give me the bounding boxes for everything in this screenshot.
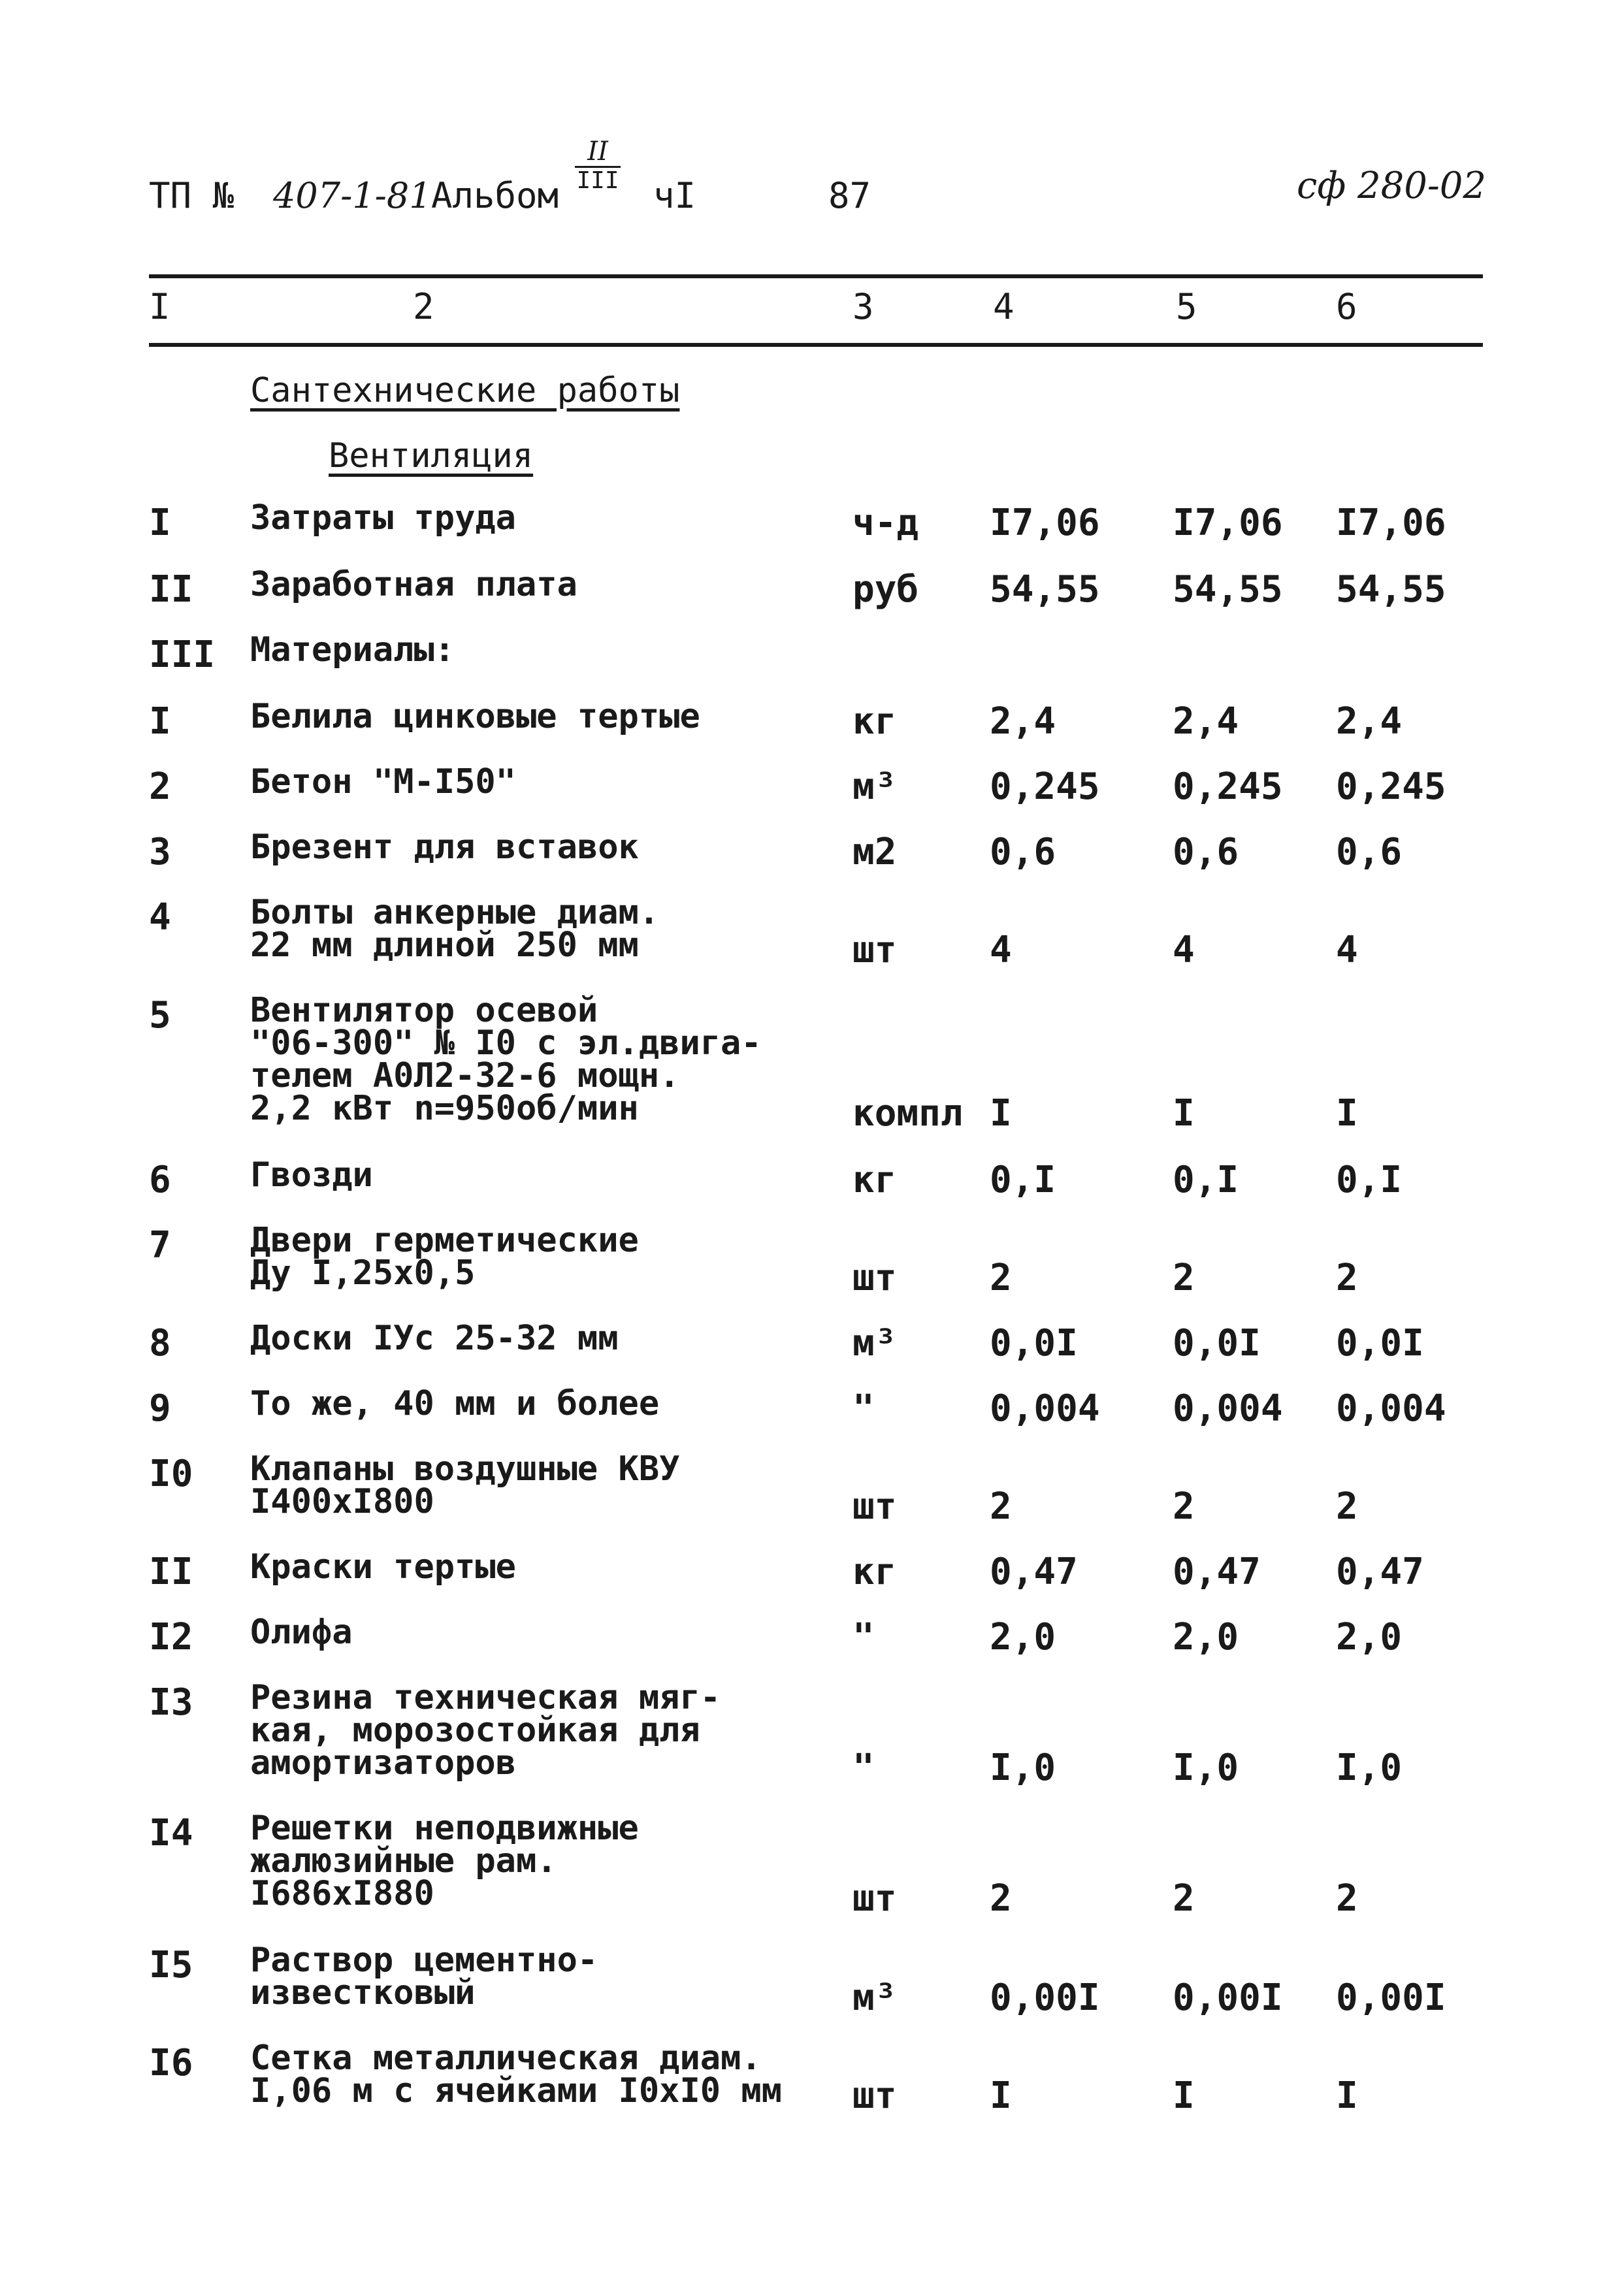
table-row: [0, 1319, 1624, 1365]
table-row: [0, 828, 1624, 873]
row-value-5: 0,00I: [1173, 1977, 1283, 2019]
row-number: III: [149, 634, 216, 676]
row-value-4: 0,47: [990, 1551, 1078, 1593]
table-row: [0, 1155, 1624, 1201]
album-number-bottom: III: [576, 167, 619, 194]
row-value-5: 54,55: [1173, 568, 1283, 611]
album-number: [575, 137, 621, 194]
row-unit: м2: [853, 831, 897, 873]
row-number: 3: [149, 831, 171, 873]
row-number: 5: [149, 994, 171, 1037]
row-unit: шт: [853, 929, 897, 971]
row-description: [250, 1809, 639, 1913]
row-unit: шт: [853, 1485, 897, 1528]
row-description: [250, 893, 660, 965]
row-value-5: I7,06: [1173, 502, 1283, 544]
top-rule: [149, 274, 1483, 278]
row-value-5: I: [1173, 2075, 1195, 2117]
row-description: [250, 762, 516, 801]
row-value-5: 2,0: [1173, 1616, 1239, 1658]
description-line: Резина техническая мяг-: [250, 1678, 721, 1717]
table-row: [0, 1809, 1624, 1920]
row-value-4: 2: [990, 1257, 1012, 1299]
description-line: Решетки неподвижные: [250, 1809, 639, 1848]
row-description: [250, 1384, 660, 1423]
row-value-6: 2: [1336, 1877, 1358, 1920]
row-description: [250, 1221, 639, 1293]
row-description: [250, 2039, 782, 2110]
row-value-6: 2,4: [1336, 700, 1403, 743]
row-value-4: I,0: [990, 1747, 1056, 1789]
document-code: сф 280-02: [1297, 165, 1487, 207]
column-header-5: 5: [1176, 286, 1197, 327]
description-line: известковый: [250, 1973, 476, 2012]
row-number: I0: [149, 1453, 193, 1495]
column-header-3: 3: [853, 286, 874, 327]
row-value-4: 2: [990, 1877, 1012, 1920]
row-value-5: 4: [1173, 929, 1195, 971]
description-line: Заработная плата: [250, 565, 577, 604]
row-value-5: 2: [1173, 1877, 1195, 1920]
row-number: I: [149, 502, 171, 544]
row-value-6: I: [1336, 1092, 1358, 1135]
row-description: [250, 565, 577, 604]
row-number: I4: [149, 1812, 193, 1854]
column-header-1: I: [149, 286, 171, 327]
description-line: амортизаторов: [250, 1743, 516, 1783]
description-line: кая, морозостойкая для: [250, 1711, 700, 1750]
description-line: I686хI880: [250, 1874, 434, 1913]
row-value-4: I: [990, 1092, 1012, 1135]
table-row: [0, 893, 1624, 971]
row-value-4: 54,55: [990, 568, 1100, 611]
tp-prefix: ТП №: [149, 175, 235, 216]
description-line: Доски IУс 25-32 мм: [250, 1319, 619, 1358]
column-header-2: 2: [413, 286, 434, 327]
page-number: 87: [828, 175, 871, 216]
description-line: Бетон "М-I50": [250, 762, 516, 801]
row-value-5: I,0: [1173, 1747, 1239, 1789]
table-row: [0, 1384, 1624, 1430]
row-value-6: 2,0: [1336, 1616, 1403, 1658]
row-unit: ": [853, 1747, 875, 1789]
table-row: [0, 697, 1624, 743]
table-row: [0, 630, 1624, 676]
part-label: чI: [653, 175, 696, 216]
description-line: Белила цинковые тертые: [250, 697, 700, 736]
row-value-5: 0,004: [1173, 1387, 1283, 1430]
row-description: [250, 1319, 619, 1358]
table-row: [0, 1941, 1624, 2019]
row-description: [250, 1613, 353, 1652]
table-row: [0, 1613, 1624, 1658]
description-line: Раствор цементно-: [250, 1941, 598, 1980]
description-line: Вентилятор осевой: [250, 991, 598, 1030]
row-description: [250, 828, 639, 867]
row-number: II: [149, 568, 193, 611]
description-line: Двери герметические: [250, 1221, 639, 1260]
row-value-5: 0,47: [1173, 1551, 1261, 1593]
description-line: I400хI800: [250, 1482, 434, 1521]
row-number: I5: [149, 1944, 193, 1986]
table-row: [0, 498, 1624, 544]
description-line: То же, 40 мм и более: [250, 1384, 660, 1423]
row-unit: шт: [853, 1257, 897, 1299]
table-row: [0, 2039, 1624, 2117]
row-value-6: 2: [1336, 1257, 1358, 1299]
table-row: [0, 1449, 1624, 1528]
row-description: [250, 697, 700, 736]
row-number: II: [149, 1551, 193, 1593]
description-line: Ду I,25х0,5: [250, 1253, 476, 1293]
tp-number: 407-1-81: [273, 175, 432, 216]
row-unit: ": [853, 1616, 875, 1658]
row-value-5: 0,0I: [1173, 1322, 1261, 1365]
row-value-5: 2: [1173, 1485, 1195, 1528]
row-unit: м³: [853, 1977, 897, 2019]
row-unit: кг: [853, 1159, 897, 1201]
table-row: [0, 1678, 1624, 1789]
row-unit: шт: [853, 1877, 897, 1920]
row-description: [250, 1547, 516, 1587]
row-value-5: 0,6: [1173, 831, 1239, 873]
description-line: Клапаны воздушные КВУ: [250, 1449, 680, 1489]
column-header-6: 6: [1336, 286, 1357, 327]
row-number: I3: [149, 1681, 193, 1724]
row-value-5: 0,245: [1173, 766, 1283, 808]
row-number: 9: [149, 1387, 171, 1430]
row-value-6: 54,55: [1336, 568, 1446, 611]
row-description: [250, 630, 455, 670]
row-value-6: I7,06: [1336, 502, 1446, 544]
album-number-top: II: [575, 137, 621, 168]
row-number: 6: [149, 1159, 171, 1201]
row-value-6: 0,245: [1336, 766, 1446, 808]
row-value-6: 0,47: [1336, 1551, 1424, 1593]
description-line: Гвозди: [250, 1155, 373, 1195]
row-value-6: I: [1336, 2075, 1358, 2117]
row-unit: шт: [853, 2075, 897, 2117]
description-line: Материалы:: [250, 630, 455, 670]
row-value-5: I: [1173, 1092, 1195, 1135]
row-value-4: 2,4: [990, 700, 1056, 743]
row-value-4: 4: [990, 929, 1012, 971]
table-row: [0, 1221, 1624, 1299]
row-value-6: 0,0I: [1336, 1322, 1424, 1365]
row-description: [250, 991, 762, 1128]
column-header-4: 4: [993, 286, 1015, 327]
table-row: [0, 762, 1624, 808]
row-value-5: 2,4: [1173, 700, 1239, 743]
row-value-5: 2: [1173, 1257, 1195, 1299]
subsection-title: Вентиляция: [329, 436, 534, 476]
description-line: Болты анкерные диам.: [250, 893, 660, 932]
description-line: "06-300" № I0 с эл.двига-: [250, 1024, 762, 1063]
header-bottom-rule: [149, 343, 1483, 347]
row-unit: ч-д: [853, 502, 919, 544]
description-line: Брезент для вставок: [250, 828, 639, 867]
row-value-4: 0,6: [990, 831, 1056, 873]
description-line: жалюзийные рам.: [250, 1841, 557, 1881]
row-description: [250, 1449, 680, 1521]
row-value-4: 0,I: [990, 1159, 1056, 1201]
row-description: [250, 1678, 721, 1783]
row-unit: кг: [853, 700, 897, 743]
table-row: [0, 1547, 1624, 1593]
row-value-6: 2: [1336, 1485, 1358, 1528]
row-value-6: 0,00I: [1336, 1977, 1446, 2019]
row-value-5: 0,I: [1173, 1159, 1239, 1201]
row-value-6: 4: [1336, 929, 1358, 971]
description-line: телем А0Л2-32-6 мощн.: [250, 1056, 680, 1095]
row-description: [250, 1155, 373, 1195]
description-line: Краски тертые: [250, 1547, 516, 1587]
description-line: Сетка металлическая диам.: [250, 2039, 762, 2078]
row-number: I6: [149, 2042, 193, 2084]
row-value-4: 0,004: [990, 1387, 1100, 1430]
row-number: 7: [149, 1224, 171, 1267]
table-row: [0, 991, 1624, 1135]
description-line: I,06 м с ячейками I0хI0 мм: [250, 2071, 782, 2110]
row-unit: кг: [853, 1551, 897, 1593]
row-value-4: 0,0I: [990, 1322, 1078, 1365]
row-value-4: 2,0: [990, 1616, 1056, 1658]
row-number: 4: [149, 896, 171, 939]
album-label: Альбом: [431, 175, 559, 216]
row-number: 2: [149, 766, 171, 808]
row-unit: руб: [853, 568, 919, 611]
row-description: [250, 498, 516, 538]
row-value-4: 0,00I: [990, 1977, 1100, 2019]
row-number: I2: [149, 1616, 193, 1658]
description-line: 22 мм длиной 250 мм: [250, 926, 639, 965]
row-unit: м³: [853, 1322, 897, 1365]
row-unit: ": [853, 1387, 875, 1430]
description-line: Затраты труда: [250, 498, 516, 538]
row-number: I: [149, 700, 171, 743]
row-unit: компл: [853, 1092, 963, 1135]
row-value-6: 0,6: [1336, 831, 1403, 873]
row-value-4: 0,245: [990, 766, 1100, 808]
row-value-6: 0,004: [1336, 1387, 1446, 1430]
row-value-4: 2: [990, 1485, 1012, 1528]
section-title: Сантехнические работы: [250, 371, 680, 410]
description-line: 2,2 кВт n=950об/мин: [250, 1089, 639, 1128]
row-value-4: I7,06: [990, 502, 1100, 544]
table-row: [0, 565, 1624, 611]
row-value-6: 0,I: [1336, 1159, 1403, 1201]
row-value-6: I,0: [1336, 1747, 1403, 1789]
row-value-4: I: [990, 2075, 1012, 2117]
row-description: [250, 1941, 598, 2012]
description-line: Олифа: [250, 1613, 353, 1652]
row-unit: м³: [853, 766, 897, 808]
row-number: 8: [149, 1322, 171, 1365]
